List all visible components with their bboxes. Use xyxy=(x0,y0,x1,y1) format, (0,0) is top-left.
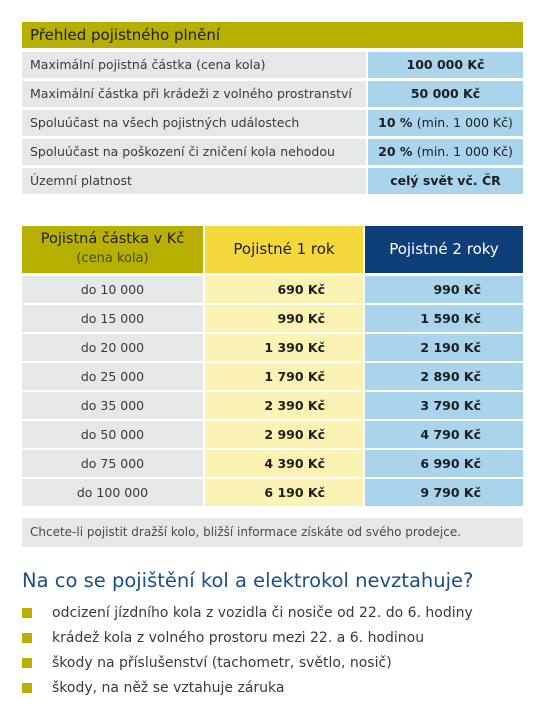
overview-label: Územní platnost xyxy=(22,168,366,194)
price-amount: do 50 000 xyxy=(22,421,203,448)
bullet-square-icon xyxy=(22,683,32,693)
price-amount: do 75 000 xyxy=(22,450,203,477)
price-2-years: 6 990 Kč xyxy=(365,450,523,477)
price-2-years: 1 590 Kč xyxy=(365,305,523,332)
overview-value: 100 000 Kč xyxy=(368,52,523,78)
overview-row-deductible-accident xyxy=(22,139,523,165)
overview-row-max-sum xyxy=(22,52,523,78)
price-1-year: 2 390 Kč xyxy=(205,392,363,419)
price-header-amount-sub: (cena kola) xyxy=(76,251,149,266)
overview-label: Spoluúčast na všech pojistných událostech xyxy=(22,110,366,136)
exclusion-item xyxy=(22,652,532,672)
price-footnote: Chcete-li pojistit dražší kolo, bližší informace získáte od svého prodejce. xyxy=(22,518,523,547)
price-row xyxy=(22,334,523,361)
overview-value-note: (min. 1 000 Kč) xyxy=(416,115,513,130)
overview-row-deductible-all xyxy=(22,110,523,136)
price-row xyxy=(22,305,523,332)
price-2-years: 2 890 Kč xyxy=(365,363,523,390)
price-row xyxy=(22,479,523,506)
exclusion-text: škody na příslušenství (tachometr, světlo, nosič) xyxy=(52,655,392,671)
exclusions-title: Na co se pojištění kol a elektrokol nevztahuje? xyxy=(22,569,474,592)
price-header-amount xyxy=(22,226,203,273)
exclusion-text: krádež kola z volného prostoru mezi 22. a 6. hodinou xyxy=(52,630,425,646)
overview-value: 20 % (min. 1 000 Kč) xyxy=(368,139,523,165)
overview-value-note: (min. 1 000 Kč) xyxy=(416,144,513,159)
price-header-1-year: Pojistné 1 rok xyxy=(205,226,363,273)
overview-row-theft-max xyxy=(22,81,523,107)
price-row xyxy=(22,450,523,477)
price-row xyxy=(22,363,523,390)
exclusion-item xyxy=(22,627,532,647)
price-amount: do 25 000 xyxy=(22,363,203,390)
price-1-year: 1 390 Kč xyxy=(205,334,363,361)
price-header-2-years: Pojistné 2 roky xyxy=(365,226,523,273)
overview-title: Přehled pojistného plnění xyxy=(22,22,523,48)
overview-value: celý svět vč. ČR xyxy=(368,168,523,194)
exclusion-item xyxy=(22,677,532,697)
price-1-year: 2 990 Kč xyxy=(205,421,363,448)
price-2-years: 3 790 Kč xyxy=(365,392,523,419)
price-2-years: 4 790 Kč xyxy=(365,421,523,448)
overview-label: Spoluúčast na poškození či zničení kola nehodou xyxy=(22,139,366,165)
price-1-year: 990 Kč xyxy=(205,305,363,332)
overview-row-territory xyxy=(22,168,523,194)
price-amount: do 20 000 xyxy=(22,334,203,361)
overview-value: 10 % (min. 1 000 Kč) xyxy=(368,110,523,136)
price-amount: do 35 000 xyxy=(22,392,203,419)
price-amount: do 15 000 xyxy=(22,305,203,332)
price-2-years: 9 790 Kč xyxy=(365,479,523,506)
bullet-square-icon xyxy=(22,658,32,668)
price-row xyxy=(22,421,523,448)
overview-value: 50 000 Kč xyxy=(368,81,523,107)
price-row xyxy=(22,276,523,303)
price-row xyxy=(22,392,523,419)
price-2-years: 990 Kč xyxy=(365,276,523,303)
price-amount: do 100 000 xyxy=(22,479,203,506)
price-1-year: 1 790 Kč xyxy=(205,363,363,390)
bullet-square-icon xyxy=(22,633,32,643)
price-1-year: 4 390 Kč xyxy=(205,450,363,477)
bullet-square-icon xyxy=(22,608,32,618)
overview-label: Maximální částka při krádeži z volného prostranství xyxy=(22,81,366,107)
price-2-years: 2 190 Kč xyxy=(365,334,523,361)
price-1-year: 6 190 Kč xyxy=(205,479,363,506)
exclusion-item xyxy=(22,602,532,622)
price-amount: do 10 000 xyxy=(22,276,203,303)
exclusion-text: škody, na něž se vztahuje záruka xyxy=(52,680,285,696)
overview-label: Maximální pojistná částka (cena kola) xyxy=(22,52,366,78)
price-1-year: 690 Kč xyxy=(205,276,363,303)
exclusion-text: odcizení jízdního kola z vozidla či nosiče od 22. do 6. hodiny xyxy=(52,605,473,621)
price-header-amount-label: Pojistná částka v Kč xyxy=(40,231,185,247)
